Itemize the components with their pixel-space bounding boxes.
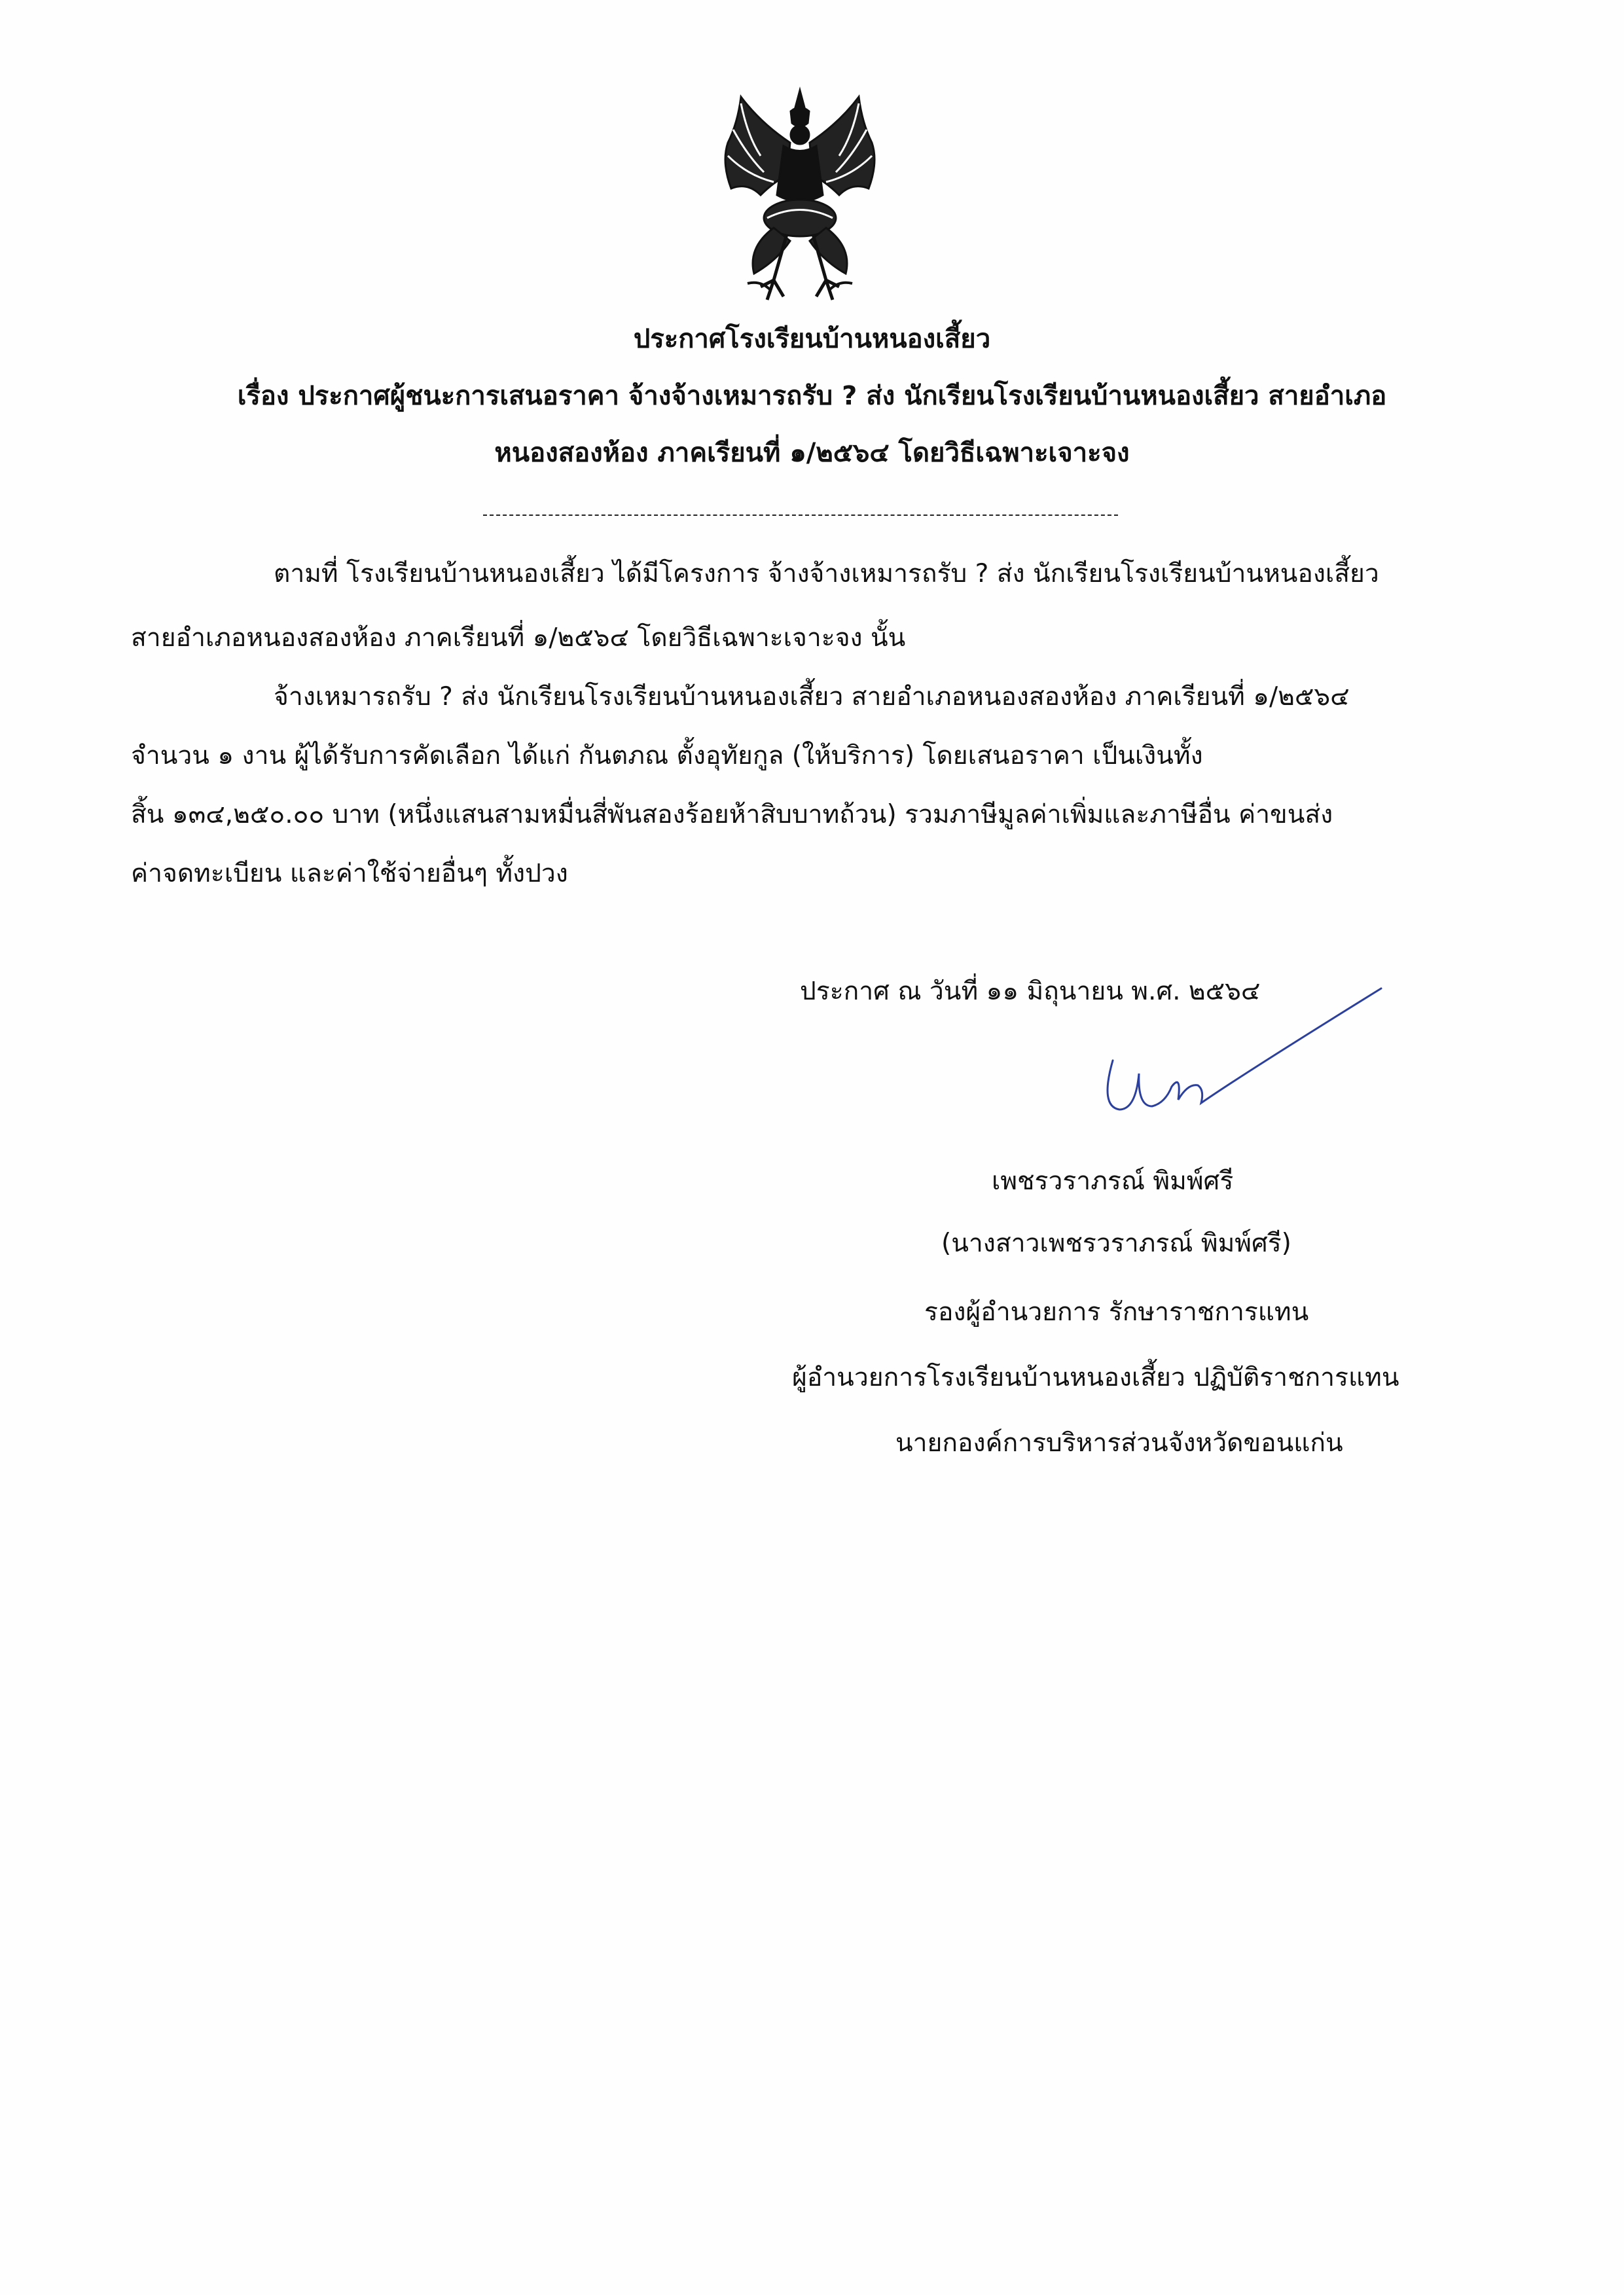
signer-name: เพชรวราภรณ์ พิมพ์ศรี: [992, 1166, 1234, 1196]
signer-full-name: (นางสาวเพชรวราภรณ์ พิมพ์ศรี): [941, 1229, 1291, 1258]
paragraph-2-line-4: ค่าจดทะเบียน และค่าใช้จ่ายอื่นๆ ทั้งปวง: [131, 859, 568, 888]
handwritten-signature: [1074, 975, 1388, 1126]
announcement-date: ประกาศ ณ วันที่ ๑๑ มิถุนายน พ.ศ. ๒๕๖๔: [800, 977, 1261, 1006]
signer-position-3: นายกองค์การบริหารส่วนจังหวัดขอนแก่น: [895, 1428, 1343, 1458]
announcement-subject-line-2: หนองสองห้อง ภาคเรียนที่ ๑/๒๕๖๔ โดยวิธีเฉพาะเจาะจง: [494, 438, 1130, 468]
paragraph-2-line-1: จ้างเหมารถรับ ? ส่ง นักเรียนโรงเรียนบ้านหนองเสี้ยว สายอำเภอหนองสองห้อง ภาคเรียนที่ ๑/๒๕๖๔: [274, 682, 1350, 712]
announcement-subject-line-1: เรื่อง ประกาศผู้ชนะการเสนอราคา จ้างจ้างเหมารถรับ ? ส่ง นักเรียนโรงเรียนบ้านหนองเสี้ยว สายอำเภอ: [237, 381, 1387, 411]
separator-line: [483, 515, 1118, 516]
paragraph-2-line-2: จำนวน ๑ งาน ผู้ได้รับการคัดเลือก ได้แก่ กันตภณ ตั้งอุทัยกูล (ให้บริการ) โดยเสนอราคา เป็นเงินทั้ง: [131, 741, 1203, 770]
paragraph-1-line-2: สายอำเภอหนองสองห้อง ภาคเรียนที่ ๑/๒๕๖๔ โดยวิธีเฉพาะเจาะจง นั้น: [131, 623, 906, 653]
paragraph-2-line-3: สิ้น ๑๓๔,๒๕๐.๐๐ บาท (หนึ่งแสนสามหมื่นสี่พันสองร้อยห้าสิบบาทถ้วน) รวมภาษีมูลค่าเพิ่มและภาษีอื่น ค่าขนส่ง: [131, 800, 1333, 829]
announcement-issuer: ประกาศโรงเรียนบ้านหนองเสี้ยว: [633, 324, 991, 354]
signer-position-2: ผู้อำนวยการโรงเรียนบ้านหนองเสี้ยว ปฏิบัติราชการแทน: [792, 1363, 1399, 1392]
garuda-emblem-icon: [702, 84, 898, 306]
paragraph-1-line-1: ตามที่ โรงเรียนบ้านหนองเสี้ยว ได้มีโครงการ จ้างจ้างเหมารถรับ ? ส่ง นักเรียนโรงเรียนบ้านหนองเสี้ยว: [274, 559, 1379, 588]
signer-position-1: รองผู้อำนวยการ รักษาราชการแทน: [924, 1297, 1309, 1327]
